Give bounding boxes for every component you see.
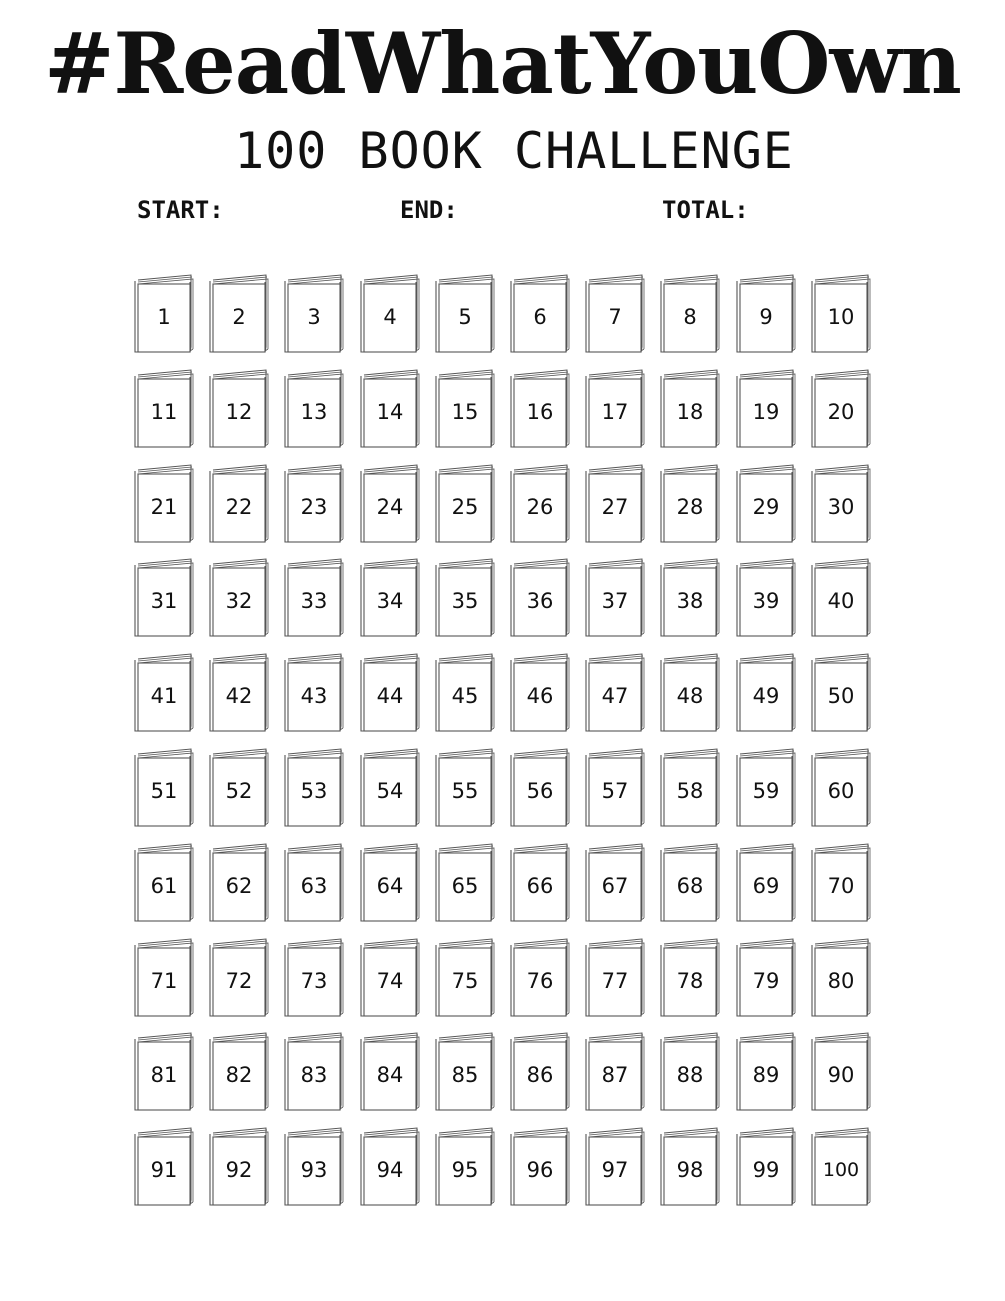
- book-number: 30: [827, 495, 855, 519]
- book-slot-30: [811, 465, 871, 543]
- start-label: START:: [137, 196, 224, 224]
- book-number: 25: [451, 495, 479, 519]
- book-slot-16: [510, 370, 570, 448]
- book-number: 8: [683, 305, 697, 329]
- book-slot-88: [660, 1033, 720, 1111]
- book-number: 47: [601, 684, 629, 708]
- book-slot-9: [736, 275, 796, 353]
- book-slot-78: [660, 939, 720, 1017]
- book-slot-53: [284, 749, 344, 827]
- book-number: 11: [150, 400, 178, 424]
- book-slot-5: [435, 275, 495, 353]
- book-number: 45: [451, 684, 479, 708]
- book-number: 38: [676, 589, 704, 613]
- book-number: 3: [307, 305, 321, 329]
- book-slot-83: [284, 1033, 344, 1111]
- book-number: 17: [601, 400, 629, 424]
- book-number: 72: [225, 969, 253, 993]
- book-slot-23: [284, 465, 344, 543]
- book-number: 39: [752, 589, 780, 613]
- book-slot-57: [585, 749, 645, 827]
- book-number: 40: [827, 589, 855, 613]
- book-slot-55: [435, 749, 495, 827]
- book-slot-20: [811, 370, 871, 448]
- book-number: 28: [676, 495, 704, 519]
- book-slot-58: [660, 749, 720, 827]
- book-number: 10: [827, 305, 855, 329]
- book-number: 88: [676, 1063, 704, 1087]
- book-number: 97: [601, 1158, 629, 1182]
- end-label: END:: [400, 196, 458, 224]
- book-number: 20: [827, 400, 855, 424]
- book-slot-100: [811, 1128, 871, 1206]
- book-number: 26: [526, 495, 554, 519]
- book-number: 18: [676, 400, 704, 424]
- book-number: 71: [150, 969, 178, 993]
- book-number: 55: [451, 779, 479, 803]
- book-slot-76: [510, 939, 570, 1017]
- book-number: 54: [376, 779, 404, 803]
- book-number: 15: [451, 400, 479, 424]
- book-number: 41: [150, 684, 178, 708]
- book-number: 34: [376, 589, 404, 613]
- book-slot-94: [360, 1128, 420, 1206]
- book-number: 79: [752, 969, 780, 993]
- book-number: 68: [676, 874, 704, 898]
- book-number: 74: [376, 969, 404, 993]
- book-slot-49: [736, 654, 796, 732]
- book-slot-87: [585, 1033, 645, 1111]
- book-slot-3: [284, 275, 344, 353]
- book-slot-96: [510, 1128, 570, 1206]
- book-slot-7: [585, 275, 645, 353]
- book-slot-70: [811, 844, 871, 922]
- book-slot-1: [134, 275, 194, 353]
- book-slot-39: [736, 559, 796, 637]
- book-slot-19: [736, 370, 796, 448]
- book-slot-42: [209, 654, 269, 732]
- book-slot-65: [435, 844, 495, 922]
- book-number: 77: [601, 969, 629, 993]
- book-slot-29: [736, 465, 796, 543]
- book-slot-79: [736, 939, 796, 1017]
- book-slot-31: [134, 559, 194, 637]
- book-slot-73: [284, 939, 344, 1017]
- book-slot-4: [360, 275, 420, 353]
- book-slot-17: [585, 370, 645, 448]
- book-number: 75: [451, 969, 479, 993]
- book-number: 29: [752, 495, 780, 519]
- book-number: 66: [526, 874, 554, 898]
- book-slot-24: [360, 465, 420, 543]
- book-number: 80: [827, 969, 855, 993]
- book-number: 61: [150, 874, 178, 898]
- book-number: 65: [451, 874, 479, 898]
- book-slot-68: [660, 844, 720, 922]
- book-number: 82: [225, 1063, 253, 1087]
- book-number: 24: [376, 495, 404, 519]
- book-slot-82: [209, 1033, 269, 1111]
- book-number: 63: [300, 874, 328, 898]
- book-number: 32: [225, 589, 253, 613]
- book-slot-36: [510, 559, 570, 637]
- book-number: 37: [601, 589, 629, 613]
- book-number: 50: [827, 684, 855, 708]
- book-slot-69: [736, 844, 796, 922]
- page-title: #ReadWhatYouOwn: [44, 14, 961, 113]
- book-slot-67: [585, 844, 645, 922]
- book-slot-37: [585, 559, 645, 637]
- book-slot-60: [811, 749, 871, 827]
- book-slot-12: [209, 370, 269, 448]
- book-slot-33: [284, 559, 344, 637]
- book-slot-11: [134, 370, 194, 448]
- book-number: 13: [300, 400, 328, 424]
- book-number: 86: [526, 1063, 554, 1087]
- book-slot-32: [209, 559, 269, 637]
- book-number: 2: [232, 305, 246, 329]
- book-number: 58: [676, 779, 704, 803]
- book-slot-25: [435, 465, 495, 543]
- book-slot-63: [284, 844, 344, 922]
- book-slot-59: [736, 749, 796, 827]
- book-number: 22: [225, 495, 253, 519]
- book-slot-10: [811, 275, 871, 353]
- book-slot-97: [585, 1128, 645, 1206]
- book-slot-27: [585, 465, 645, 543]
- book-number: 33: [300, 589, 328, 613]
- book-number: 48: [676, 684, 704, 708]
- book-number: 73: [300, 969, 328, 993]
- book-slot-84: [360, 1033, 420, 1111]
- book-slot-2: [209, 275, 269, 353]
- book-number: 21: [150, 495, 178, 519]
- book-slot-45: [435, 654, 495, 732]
- book-number: 69: [752, 874, 780, 898]
- book-slot-71: [134, 939, 194, 1017]
- book-number: 96: [526, 1158, 554, 1182]
- book-number: 19: [752, 400, 780, 424]
- book-number: 94: [376, 1158, 404, 1182]
- book-slot-22: [209, 465, 269, 543]
- page-subtitle: 100 BOOK CHALLENGE: [234, 122, 794, 180]
- book-number: 60: [827, 779, 855, 803]
- book-number: 43: [300, 684, 328, 708]
- book-number: 90: [827, 1063, 855, 1087]
- book-slot-14: [360, 370, 420, 448]
- book-number: 81: [150, 1063, 178, 1087]
- book-number: 84: [376, 1063, 404, 1087]
- book-number: 49: [752, 684, 780, 708]
- book-slot-46: [510, 654, 570, 732]
- book-number: 42: [225, 684, 253, 708]
- book-number: 53: [300, 779, 328, 803]
- book-number: 46: [526, 684, 554, 708]
- book-number: 6: [533, 305, 547, 329]
- book-number: 23: [300, 495, 328, 519]
- book-slot-8: [660, 275, 720, 353]
- book-slot-92: [209, 1128, 269, 1206]
- book-slot-26: [510, 465, 570, 543]
- book-number: 83: [300, 1063, 328, 1087]
- book-number: 5: [458, 305, 472, 329]
- book-slot-13: [284, 370, 344, 448]
- book-slot-64: [360, 844, 420, 922]
- total-label: TOTAL:: [662, 196, 749, 224]
- book-number: 12: [225, 400, 253, 424]
- book-slot-81: [134, 1033, 194, 1111]
- book-slot-56: [510, 749, 570, 827]
- book-number: 78: [676, 969, 704, 993]
- book-slot-48: [660, 654, 720, 732]
- book-number: 14: [376, 400, 404, 424]
- book-number: 100: [822, 1159, 860, 1181]
- book-number: 59: [752, 779, 780, 803]
- book-slot-52: [209, 749, 269, 827]
- book-slot-35: [435, 559, 495, 637]
- book-number: 57: [601, 779, 629, 803]
- book-slot-21: [134, 465, 194, 543]
- book-slot-54: [360, 749, 420, 827]
- book-slot-66: [510, 844, 570, 922]
- book-number: 31: [150, 589, 178, 613]
- book-slot-85: [435, 1033, 495, 1111]
- book-slot-28: [660, 465, 720, 543]
- book-slot-93: [284, 1128, 344, 1206]
- book-number: 64: [376, 874, 404, 898]
- book-number: 9: [759, 305, 773, 329]
- book-slot-74: [360, 939, 420, 1017]
- book-slot-98: [660, 1128, 720, 1206]
- book-number: 52: [225, 779, 253, 803]
- book-slot-99: [736, 1128, 796, 1206]
- book-number: 4: [383, 305, 397, 329]
- book-slot-15: [435, 370, 495, 448]
- book-slot-41: [134, 654, 194, 732]
- book-number: 1: [157, 305, 171, 329]
- book-number: 91: [150, 1158, 178, 1182]
- book-slot-91: [134, 1128, 194, 1206]
- book-number: 67: [601, 874, 629, 898]
- book-slot-43: [284, 654, 344, 732]
- book-slot-47: [585, 654, 645, 732]
- book-slot-62: [209, 844, 269, 922]
- book-slot-75: [435, 939, 495, 1017]
- book-slot-95: [435, 1128, 495, 1206]
- book-slot-86: [510, 1033, 570, 1111]
- book-slot-80: [811, 939, 871, 1017]
- book-slot-77: [585, 939, 645, 1017]
- book-number: 98: [676, 1158, 704, 1182]
- book-number: 89: [752, 1063, 780, 1087]
- book-number: 87: [601, 1063, 629, 1087]
- book-slot-90: [811, 1033, 871, 1111]
- book-number: 35: [451, 589, 479, 613]
- book-slot-34: [360, 559, 420, 637]
- book-slot-18: [660, 370, 720, 448]
- book-number: 99: [752, 1158, 780, 1182]
- book-slot-72: [209, 939, 269, 1017]
- book-number: 7: [608, 305, 622, 329]
- book-number: 27: [601, 495, 629, 519]
- book-number: 62: [225, 874, 253, 898]
- book-number: 76: [526, 969, 554, 993]
- book-number: 85: [451, 1063, 479, 1087]
- book-slot-40: [811, 559, 871, 637]
- book-number: 95: [451, 1158, 479, 1182]
- book-number: 56: [526, 779, 554, 803]
- book-slot-38: [660, 559, 720, 637]
- book-number: 44: [376, 684, 404, 708]
- book-number: 36: [526, 589, 554, 613]
- book-number: 70: [827, 874, 855, 898]
- book-slot-50: [811, 654, 871, 732]
- book-slot-89: [736, 1033, 796, 1111]
- book-slot-51: [134, 749, 194, 827]
- book-slot-44: [360, 654, 420, 732]
- book-slot-6: [510, 275, 570, 353]
- book-number: 93: [300, 1158, 328, 1182]
- book-number: 92: [225, 1158, 253, 1182]
- book-number: 51: [150, 779, 178, 803]
- book-slot-61: [134, 844, 194, 922]
- book-number: 16: [526, 400, 554, 424]
